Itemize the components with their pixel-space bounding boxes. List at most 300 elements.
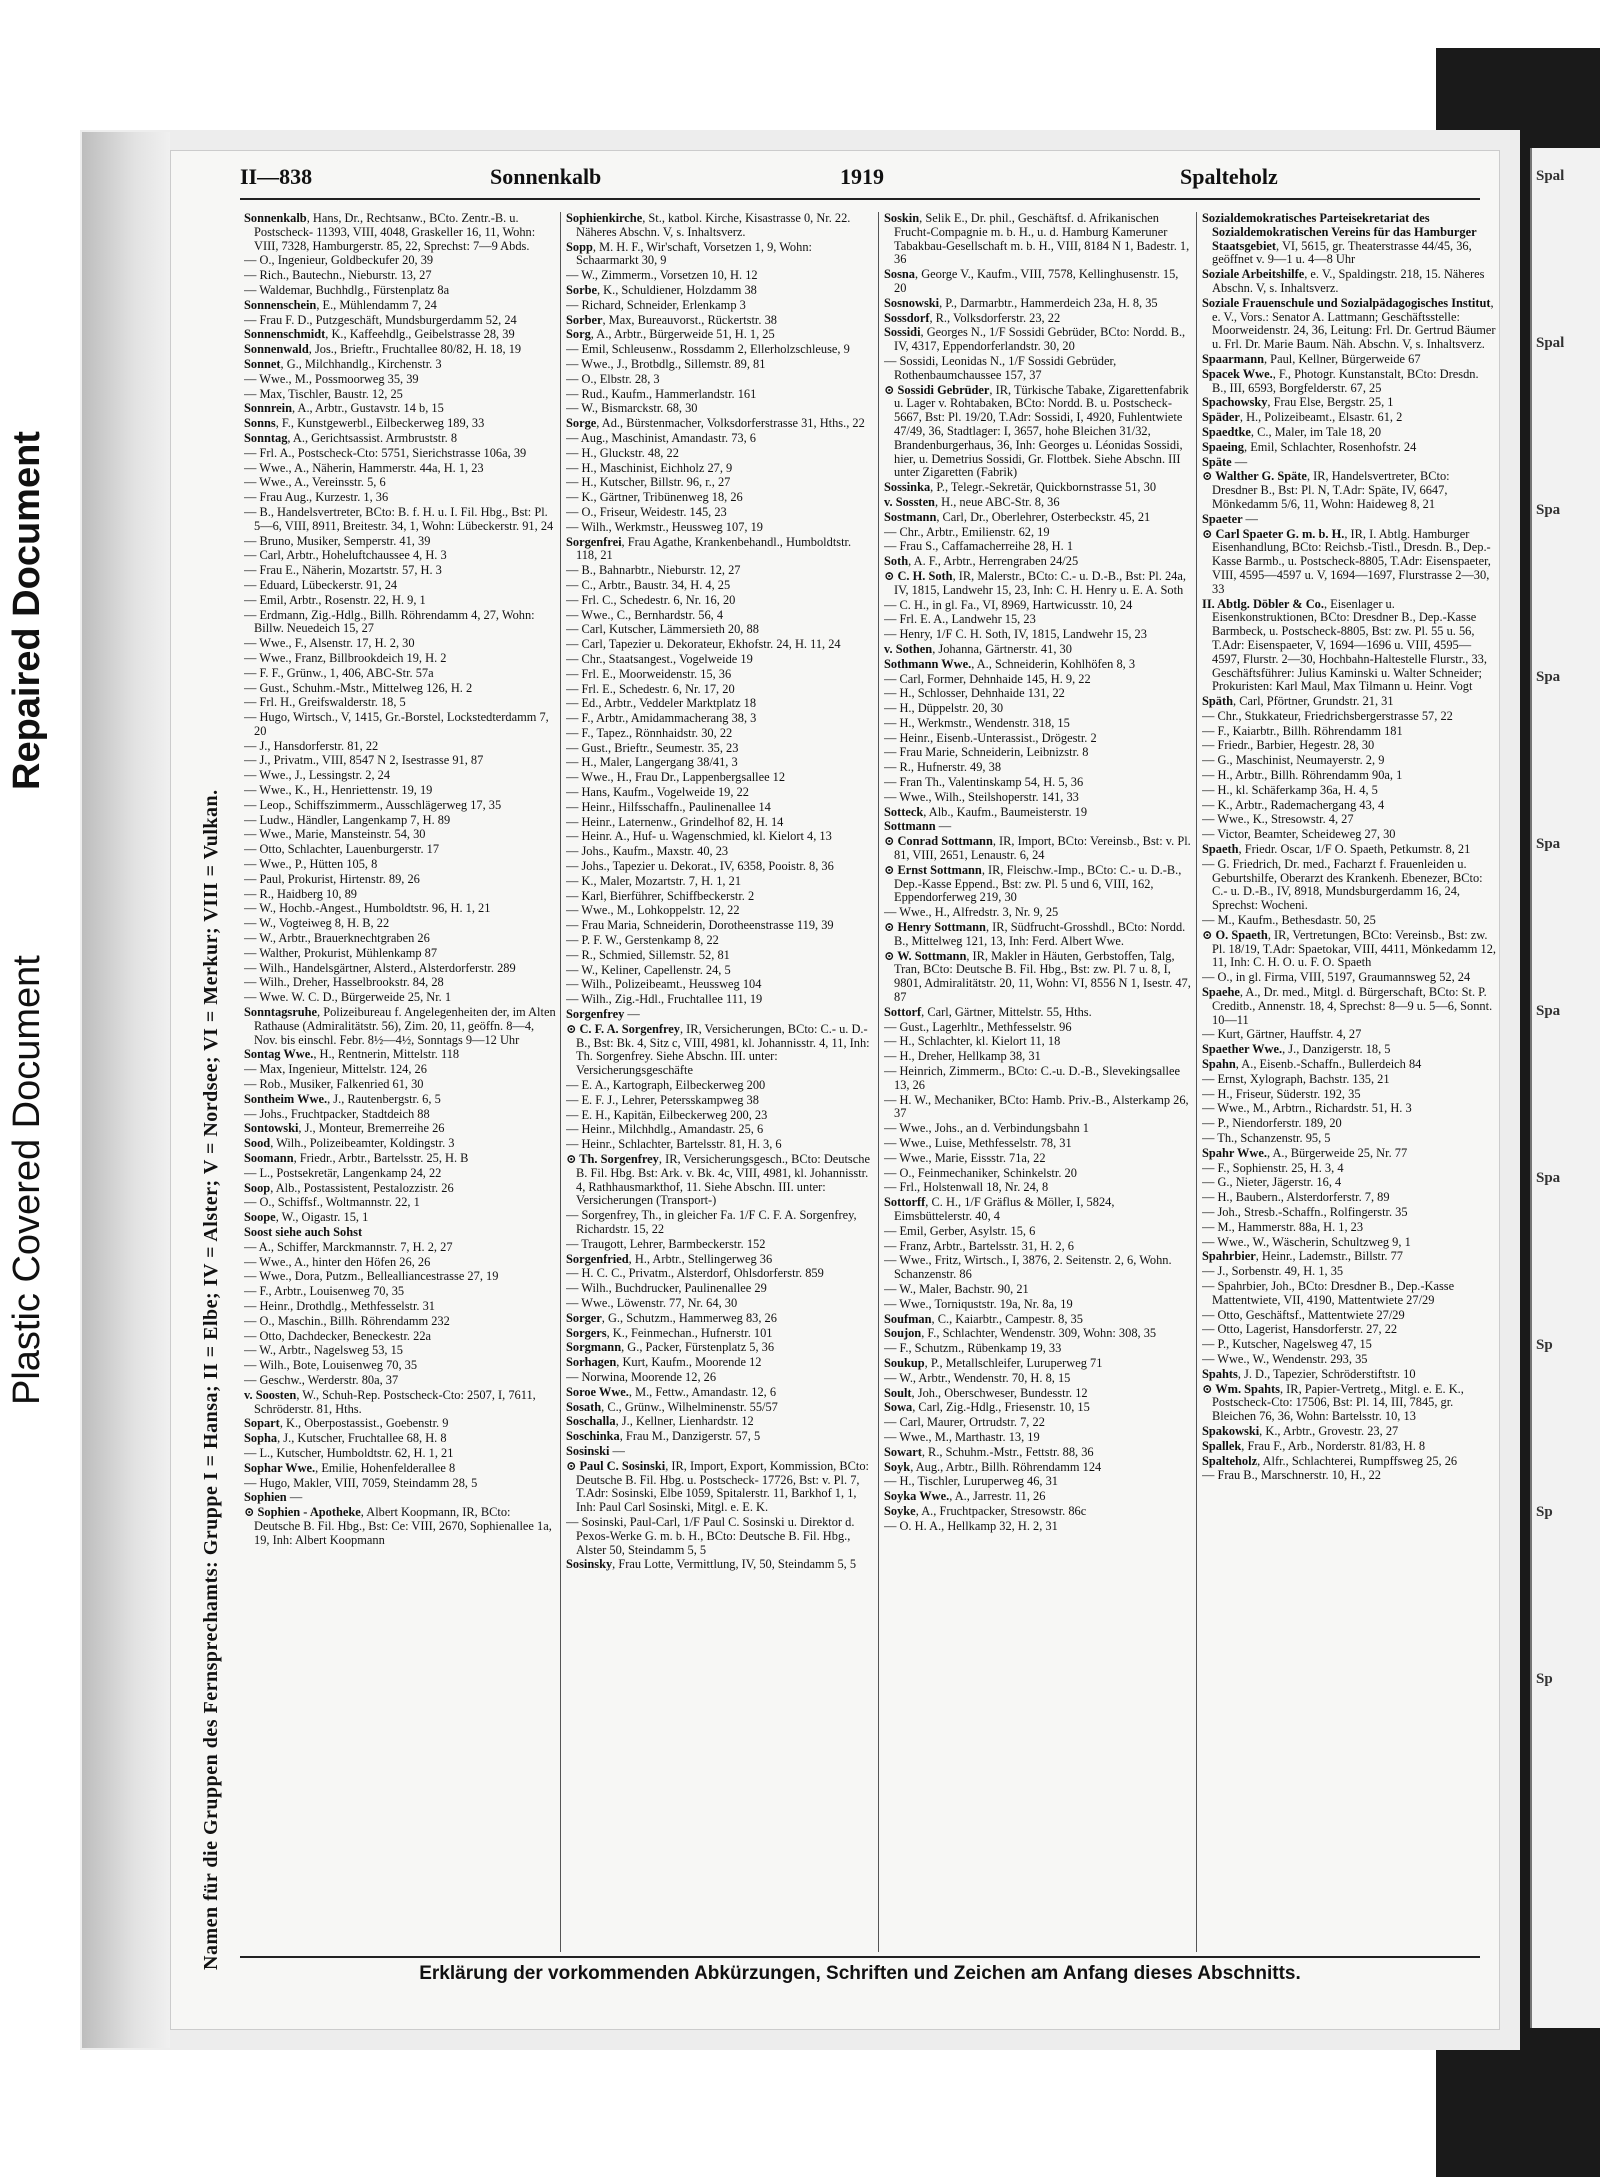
directory-entry: — H. C. C., Privatm., Alsterdorf, Ohlsdorferstr. 859: [566, 1266, 824, 1281]
directory-entry: — Wwe., A., hinter den Höfen 26, 26: [244, 1254, 431, 1269]
directory-entry: — Frau F. D., Putzgeschäft, Mundsburgerdamm 52, 24: [244, 312, 517, 327]
directory-entry: — F., Tapez., Rönnhaidstr. 30, 22: [566, 725, 733, 740]
directory-entry: — Ludw., Händler, Langenkamp 7, H. 89: [244, 812, 451, 827]
directory-entry: Soyka Wwe., A., Jarrestr. 11, 26: [884, 1489, 1046, 1504]
directory-entry: Spaarmann, Paul, Kellner, Bürgerweide 67: [1202, 351, 1421, 366]
directory-entry: Spallek, Frau F., Arb., Norderstr. 81/83, H. 8: [1202, 1438, 1426, 1453]
directory-entry: Spaether Wwe., J., Danzigerstr. 18, 5: [1202, 1042, 1391, 1057]
directory-entry: ⊙ Walther G. Späte, IR, Handelsvertreter, BCto: Dresdner B., Bst: Pl. N, T.Adr: Späte, IV, 6647, Mönkedamm 5/6, 11, Wohn: Haideweg 8, 21: [1202, 469, 1450, 511]
directory-entry: — Geschw., Werderstr. 80a, 37: [244, 1372, 399, 1387]
column-4: [1202, 212, 1496, 1952]
directory-entry: Sood, Wilh., Polizeibeamter, Koldingstr. 3: [244, 1136, 455, 1151]
directory-entry: — F. F., Grünw., 1, 406, ABC-Str. 57a: [244, 665, 434, 680]
directory-entry: — G. Friedrich, Dr. med., Facharzt f. Frauenleiden u. Geburtshilfe, Oberarzt des Krankenh. Ebenezer, BCto: C.- u. D.-B., IV, 8918, Mundsburgerdamm 16, 24, Sprechst: Wocheni.: [1202, 856, 1483, 913]
directory-entry: — H., Düppelstr. 20, 30: [884, 701, 1004, 716]
directory-entry: — O., Feinmechaniker, Schinkelstr. 20: [884, 1165, 1077, 1180]
directory-entry: Sosinski —: [566, 1443, 625, 1458]
directory-entry: — F., Arbtr., Louisenweg 70, 35: [244, 1284, 405, 1299]
directory-entry: — Rob., Musiker, Falkenried 61, 30: [244, 1077, 424, 1092]
directory-entry: — W., Arbtr., Wendenstr. 70, H. 8, 15: [884, 1370, 1071, 1385]
directory-entry: ⊙ Conrad Sottmann, IR, Import, BCto: Vereinsb., Bst: v. Pl. 81, VIII, 2651, Lenaustr. 6, 24: [884, 834, 1191, 863]
adjacent-page-fragment: Spa: [1536, 1170, 1561, 1186]
directory-entry: ⊙ Ernst Sottmann, IR, Fleischw.-Imp., BCto: C.- u. D.-B., Dep.-Kasse Eppend., Bst: zw. Pl. 5 und 6, VIII, 162, Eppendorferweg 219, 30: [884, 862, 1182, 905]
directory-entry: — Frau Maria, Schneiderin, Dorotheenstrasse 119, 39: [566, 918, 834, 933]
directory-entry: — Frl. H., Greifswalderstr. 18, 5: [244, 695, 406, 710]
directory-entry: Sorgers, K., Feinmechan., Hufnerstr. 101: [566, 1325, 773, 1340]
directory-entry: — Paul, Prokurist, Hirtenstr. 89, 26: [244, 871, 420, 886]
directory-entry: ⊙ Wm. Spahts, IR, Papier-Vertretg., Mitgl. e. E. K., Postscheck-Cto: 17506, Bst: Pl. 14, III, 7845, gr. Bleichen 76, 36, Wohn: Bartelsstr. 10, 13: [1202, 1381, 1464, 1424]
directory-entry: Sonnenwald, Jos., Brieftr., Fruchtallee 80/82, H. 18, 19: [244, 342, 522, 357]
directory-entry: — Gust., Brieftr., Seumestr. 35, 23: [566, 740, 739, 755]
directory-entry: — M., Kaufm., Bethesdastr. 50, 25: [1202, 913, 1376, 928]
directory-entry: — J., Hansdorferstr. 81, 22: [244, 738, 379, 753]
directory-entry: — H., Schlachter, kl. Kielort 11, 18: [884, 1034, 1061, 1049]
directory-entry: — Wwe., Fritz, Wirtsch., I, 3876, 2. Seitenstr. 2, 6, Wohn. Schanzenstr. 86: [884, 1253, 1172, 1282]
directory-entry: — Frl. A., Postscheck-Cto: 5751, Sierichstrasse 106a, 39: [244, 445, 527, 460]
directory-entry: Sorbe, K., Schuldiener, Holzdamm 38: [566, 282, 757, 297]
directory-entry: Sorg, A., Arbtr., Bürgerweide 51, H. 1, 25: [566, 327, 775, 342]
directory-entry: — Eduard, Lübeckerstr. 91, 24: [244, 577, 398, 592]
directory-entry: — H., kl. Schäferkamp 36a, H. 4, 5: [1202, 782, 1378, 797]
directory-entry: Sosinsky, Frau Lotte, Vermittlung, IV, 50, Steindamm 5, 5: [566, 1557, 857, 1572]
directory-entry: — Norwina, Moorende 12, 26: [566, 1369, 717, 1384]
directory-entry: Spahts, J. D., Tapezier, Schröderstiftstr. 10: [1202, 1366, 1416, 1381]
document-tags: [0, 0, 80, 2177]
directory-entry: — Wwe., Marie, Mansteinstr. 54, 30: [244, 827, 426, 842]
directory-entry: — Fran Th., Valentinskamp 54, H. 5, 36: [884, 775, 1084, 790]
directory-entry: Sostmann, Carl, Dr., Oberlehrer, Osterbeckstr. 45, 21: [884, 509, 1151, 524]
directory-entry: — Wwe., Dora, Putzm., Bellealliancestrasse 27, 19: [244, 1269, 499, 1284]
header-rule: [240, 198, 1480, 200]
directory-entry: — Wwe., C., Bernhardstr. 56, 4: [566, 607, 724, 622]
directory-entry: — W., Bismarckstr. 68, 30: [566, 401, 698, 416]
directory-entry: — Chr., Stukkateur, Friedrichsbergerstrasse 57, 22: [1202, 708, 1453, 723]
directory-entry: — H., Maschinist, Eichholz 27, 9: [566, 460, 733, 475]
directory-entry: — Wwe., J., Brotbdlg., Sillemstr. 89, 81: [566, 356, 766, 371]
first-entry-name: Sonnenkalb: [490, 164, 602, 189]
column-rule: [878, 212, 879, 1952]
directory-entry: — Leop., Schiffszimmerm., Ausschlägerweg 17, 35: [244, 797, 502, 812]
directory-entry: Sossinka, P., Telegr.-Sekretär, Quickbornstrasse 51, 30: [884, 480, 1157, 495]
directory-entry: — R., Haidberg 10, 89: [244, 886, 357, 901]
directory-entry: — C., Arbtr., Baustr. 34, H. 4, 25: [566, 577, 731, 592]
directory-entry: Soost siehe auch Sohst: [244, 1224, 363, 1239]
directory-entry: ⊙ Carl Spaeter G. m. b. H., IR, I. Abtlg. Hamburger Eisenhandlung, BCto: Reichsb.-Tistl., Dresdn. B., Dep.-Kasse Barmb., u. Postscheck-8805, T.Adr: Eisenspaeter, VIII, 4595—4597 u. V, 1694—1697, Flurstrasse 2—30, 33: [1202, 526, 1491, 596]
directory-entry: — Johs., Fruchtpacker, Stadtdeich 88: [244, 1106, 430, 1121]
directory-entry: Sophienkirche, St., katbol. Kirche, Kisastrasse 0, Nr. 22. Näheres Abschn. V, s. Inhaltsverz.: [566, 212, 851, 239]
directory-entry: — Heinr., Drothdlg., Methfesselstr. 31: [244, 1298, 436, 1313]
directory-entry: — K., Gärtner, Tribünenweg 18, 26: [566, 490, 743, 505]
directory-entry: — Wwe., P., Hütten 105, 8: [244, 857, 378, 872]
directory-entry: — Frau B., Marschnerstr. 10, H., 22: [1202, 1468, 1381, 1483]
column-2: [566, 212, 874, 1952]
directory-entry: Spacek Wwe., F., Photogr. Kunstanstalt, BCto: Dresdn. B., III, 6593, Borgfelderstr. 67, 25: [1202, 366, 1479, 395]
directory-entry: — Wilh., Dreher, Hasselbrookstr. 84, 28: [244, 975, 444, 990]
directory-entry: — Wwe., H., Alfredstr. 3, Nr. 9, 25: [884, 905, 1059, 920]
directory-entry: — Frau Aug., Kurzestr. 1, 36: [244, 490, 389, 505]
directory-entry: Spaeing, Emil, Schlachter, Rosenhofstr. 24: [1202, 439, 1417, 454]
directory-entry: — Emil, Gerber, Asylstr. 15, 6: [884, 1223, 1036, 1238]
directory-entry: — F., Arbtr., Amidammacherang 38, 3: [566, 711, 757, 726]
directory-entry: — O. H. A., Hellkamp 32, H. 2, 31: [884, 1518, 1058, 1533]
directory-entry: — Otto, Dachdecker, Beneckestr. 22a: [244, 1328, 432, 1343]
directory-entry: — F., Sophienstr. 25, H. 3, 4: [1202, 1160, 1344, 1175]
directory-entry: — H., Werkmstr., Wendenstr. 318, 15: [884, 715, 1070, 730]
exchange-group-names: Namen für die Gruppen des Fernsprechamts: Gruppe I = Hansa; II = Elbe; IV = Alster; V = Nordsee; VI = Merkur; VIII = Vulkan.: [200, 789, 222, 1970]
directory-entry: Späder, H., Polizeibeamt., Elsastr. 61, 2: [1202, 410, 1403, 425]
directory-entry: Sottmann —: [884, 819, 952, 834]
directory-entry: Soop, Alb., Postassistent, Pestalozzistr. 26: [244, 1180, 454, 1195]
directory-entry: ⊙ Th. Sorgenfrey, IR, Versicherungsgesch., BCto: Deutsche B. Fil. Hbg. Bst: Ark. v. Bk. 4c, VIII, 4981, kl. Johannisstr. 4, Rathhausmarkthof, 11. Siehe Abschn. III. unter: Versicherungen (Transport-): [566, 1152, 870, 1208]
directory-entry: Soyke, A., Fruchtpacker, Stresowstr. 86c: [884, 1503, 1087, 1518]
directory-entry: Späte —: [1202, 454, 1248, 469]
directory-entry: — H., Baubern., Alsterdorferstr. 7, 89: [1202, 1190, 1390, 1205]
directory-entry: ⊙ Paul C. Sosinski, IR, Import, Export, Kommission, BCto: Deutsche B. Fil. Hbg. u. Postscheck- 17726, Bst: v. Pl. 7, T.Adr: Sosinski, Elbe 1059, Spitalerstr. 11, Barkhof 1, 1, Inh: Paul Carl Sosinski, Mitgl. e. E. K.: [566, 1458, 869, 1515]
directory-entry: Sosath, C., Grünw., Wilhelminenstr. 55/57: [566, 1399, 778, 1414]
adjacent-page-fragment: Spa: [1536, 1003, 1561, 1019]
directory-entry: — Wilh., Bote, Louisenweg 70, 35: [244, 1358, 418, 1373]
directory-entry: — Wwe., A., Vereinsstr. 5, 6: [244, 475, 386, 490]
directory-entry: Soope, W., Oigastr. 15, 1: [244, 1210, 369, 1225]
directory-entry: — H., Maler, Langergang 38/41, 3: [566, 755, 738, 770]
directory-entry: Soschinka, Frau M., Danzigerstr. 57, 5: [566, 1429, 761, 1444]
directory-entry: Sophien —: [244, 1490, 303, 1505]
directory-entry: — Wwe., Johs., an d. Verbindungsbahn 1: [884, 1121, 1090, 1136]
directory-entry: — K., Arbtr., Rademachergang 43, 4: [1202, 797, 1385, 812]
directory-entry: — Wwe., K., Stresowstr. 4, 27: [1202, 812, 1354, 827]
directory-entry: Sossidi, Georges N., 1/F Sossidi Gebrüder, BCto: Nordd. B., IV, 4317, Eppendorferlandstr. 30, 20: [884, 325, 1186, 354]
directory-entry: Sorge, Ad., Bürstenmacher, Volksdorferstrasse 31, Hths., 22: [566, 416, 865, 431]
directory-entry: Sophar Wwe., Emilie, Hohenfelderallee 8: [244, 1460, 456, 1475]
directory-entry: Sopha, J., Kutscher, Fruchtallee 68, H. 8: [244, 1431, 447, 1446]
directory-entry: Sorger, G., Schutzm., Hammerweg 83, 26: [566, 1310, 777, 1325]
directory-entry: — O., Maschin., Billh. Röhrendamm 232: [244, 1313, 450, 1328]
directory-entry: — O., Schiffsf., Woltmannstr. 22, 1: [244, 1195, 420, 1210]
directory-entry: — Wwe., Löwenstr. 77, Nr. 64, 30: [566, 1295, 738, 1310]
directory-entry: — Wilh., Polizeibeamt., Heussweg 104: [566, 977, 762, 992]
directory-entry: — Erdmann, Zig.-Hdlg., Billh. Röhrendamm 4, 27, Wohn: Billw. Neuedeich 15, 27: [244, 607, 535, 636]
running-head: [240, 164, 1480, 196]
directory-entry: — Kurt, Gärtner, Hauffstr. 4, 27: [1202, 1027, 1362, 1042]
directory-entry: Sopart, K., Oberpostassist., Goebenstr. 9: [244, 1416, 449, 1431]
directory-entry: — E. H., Kapitän, Eilbeckerweg 200, 23: [566, 1107, 768, 1122]
directory-entry: Soziale Frauenschule und Sozialpädagogisches Institut, e. V., Vors.: Senator A. Lattmann; Geschäftsstelle: Moorweidenstr. 24, 36, Leitung: Frl. Dr. Gertrud Bäumer u. Frl. Dr. Marie Baum. Näh. Abschn. V, s. Inhaltsverz.: [1202, 295, 1496, 352]
directory-entry: — K., Maler, Mozartstr. 7, H. 1, 21: [566, 873, 742, 888]
directory-entry: — Hans, Kaufm., Vogelweide 19, 22: [566, 785, 749, 800]
directory-entry: — Frl. C., Schedestr. 6, Nr. 16, 20: [566, 592, 736, 607]
directory-entry: Spaedtke, C., Maler, im Tale 18, 20: [1202, 424, 1382, 439]
directory-entry: Spahr Wwe., A., Bürgerweide 25, Nr. 77: [1202, 1145, 1408, 1160]
directory-entry: — O., Friseur, Weidestr. 145, 23: [566, 504, 727, 519]
directory-entry: Soult, Joh., Oberschweser, Bundesstr. 12: [884, 1385, 1088, 1400]
directory-entry: — Victor, Beamter, Scheideweg 27, 30: [1202, 827, 1396, 842]
directory-entry: — Wilh., Werkmstr., Heussweg 107, 19: [566, 519, 763, 534]
directory-entry: — Wwe., M., Arbtrn., Richardstr. 51, H. 3: [1202, 1101, 1412, 1116]
directory-entry: Spaehe, A., Dr. med., Mitgl. d. Bürgerschaft, BCto: St. P. Creditb., Annenstr. 18, 4, Sprechst: 8—9 u. 5—6, Sonnt. 10—11: [1202, 985, 1493, 1027]
directory-entry: — Spahrbier, Joh., BCto: Dresdner B., Dep.-Kasse Mattentwiete, VII, 4190, Mattentwiete 27/29: [1202, 1278, 1455, 1307]
directory-entry: Soschalla, J., Kellner, Lienhardstr. 12: [566, 1414, 754, 1429]
directory-entry: — Wwe., Marie, Eissstr. 71a, 22: [884, 1150, 1046, 1165]
directory-entry: Spachowsky, Frau Else, Bergstr. 25, 1: [1202, 395, 1394, 410]
directory-entry: Sothmann Wwe., A., Schneiderin, Kohlhöfen 8, 3: [884, 656, 1136, 671]
column-rule: [1196, 212, 1197, 1952]
directory-entry: — Wwe., Wilh., Steilshoperstr. 141, 33: [884, 789, 1079, 804]
directory-entry: — E. F. J., Lehrer, Petersskampweg 38: [566, 1092, 759, 1107]
adjacent-page-fragment: Spal: [1536, 168, 1565, 184]
directory-entry: Sorgmann, G., Packer, Fürstenplatz 5, 36: [566, 1340, 775, 1355]
directory-entry: v. Soosten, W., Schuh-Rep. Postscheck-Cto: 2507, I, 7611, Schröderstr. 81, Hths.: [244, 1387, 536, 1416]
directory-entry: — Johs., Kaufm., Maxstr. 40, 23: [566, 844, 729, 859]
directory-entry: Sonnet, G., Milchhandlg., Kirchenstr. 3: [244, 356, 442, 371]
directory-entry: — H. W., Mechaniker, BCto: Hamb. Priv.-B., Alsterkamp 26, 37: [884, 1092, 1189, 1121]
directory-entry: — P., Kutscher, Nagelsweg 47, 15: [1202, 1337, 1372, 1352]
directory-entry: Sonns, F., Kunstgewerbl., Eilbeckerweg 189, 33: [244, 416, 485, 431]
directory-entry: — Wwe., W., Wendenstr. 293, 35: [1202, 1351, 1368, 1366]
directory-entry: — Carl, Kutscher, Lämmersieth 20, 88: [566, 622, 759, 637]
directory-entry: — C. H., in gl. Fa., VI, 8969, Hartwicusstr. 10, 24: [884, 597, 1133, 612]
directory-entry: — Carl, Arbtr., Hoheluftchaussee 4, H. 3: [244, 548, 447, 563]
directory-entry: Sowa, Carl, Zig.-Hdlg., Friesenstr. 10, 15: [884, 1400, 1090, 1415]
directory-entry: — Heinr., Schlachter, Bartelsstr. 81, H. 3, 6: [566, 1137, 782, 1152]
directory-entry: — G., Nieter, Jägerstr. 16, 4: [1202, 1175, 1342, 1190]
directory-entry: — Sosinski, Paul-Carl, 1/F Paul C. Sosinski u. Direktor d. Pexos-Werke G. m. b. H., BCto: Deutsche B. Fil. Hbg., Alster 50, Steindamm 5, 5: [566, 1514, 855, 1557]
directory-entry: — Heinrich, Zimmerm., BCto: C.-u. D.-B., Slevekingsallee 13, 26: [884, 1064, 1180, 1092]
directory-entry: — Wwe., Luise, Methfesselstr. 78, 31: [884, 1136, 1072, 1150]
directory-entry: Spahn, A., Eisenb.-Schaffn., Bullerdeich 84: [1202, 1057, 1422, 1072]
directory-entry: v. Sossten, H., neue ABC-Str. 8, 36: [884, 494, 1060, 509]
directory-entry: — O., in gl. Firma, VIII, 5197, Graumannsweg 52, 24: [1202, 970, 1471, 985]
column-3: [884, 212, 1192, 1952]
directory-entry: — Frl., Holstenwall 18, Nr. 24, 8: [884, 1180, 1049, 1195]
directory-entry: — Karl, Bierführer, Schiffbeckerstr. 2: [566, 888, 755, 903]
book-spine: [82, 132, 170, 2048]
directory-entry: Sontowski, J., Monteur, Bremerreihe 26: [244, 1121, 445, 1136]
directory-entry: Soomann, Friedr., Arbtr., Bartelsstr. 25, H. B: [244, 1151, 469, 1165]
directory-entry: ⊙ W. Sottmann, IR, Makler in Häuten, Gerbstoffen, Talg, Tran, BCto: Deutsche B. Fil. Hbg., Bst: zw. Pl. 7 u. 8, I, 9801, Admiralitätstr. 20, 11, Wohn: VI, 8556 N 1, Isestr. 47, 87: [884, 948, 1191, 1005]
directory-entry: — Frau E., Näherin, Mozartstr. 57, H. 3: [244, 563, 442, 578]
directory-entry: — B., Handelsvertreter, BCto: B. f. H. u. I. Fil. Hbg., Bst: Pl. 5—6, VIII, 8911, Breitestr. 34, 1, Wohn: Lübeckerstr. 91, 24: [244, 504, 554, 533]
directory-entry: — W., Keliner, Capellenstr. 24, 5: [566, 962, 731, 977]
directory-entry: — Heinr., Hilfsschaffn., Paulinenallee 14: [566, 799, 771, 814]
directory-entry: — Wilh., Zig.-Hdl., Fruchtallee 111, 19: [566, 992, 763, 1007]
directory-entry: — Johs., Tapezier u. Dekorat., IV, 6358, Pooistr. 8, 36: [566, 859, 834, 874]
directory-entry: — Henry, 1/F C. H. Soth, IV, 1815, Landwehr 15, 23: [884, 627, 1147, 642]
directory-entry: — M., Hammerstr. 88a, H. 1, 23: [1202, 1219, 1364, 1234]
directory-entry: — Max, Ingenieur, Mittelstr. 124, 26: [244, 1062, 427, 1077]
directory-entry: — L., Postsekretär, Langenkamp 24, 22: [244, 1165, 442, 1180]
directory-entry: Sowart, R., Schuhm.-Mstr., Fettstr. 88, 36: [884, 1444, 1094, 1459]
directory-entry: — Frl. E., Moorweidenstr. 15, 36: [566, 666, 732, 681]
directory-entry: — Wwe., M., Lohkoppelstr. 12, 22: [566, 903, 740, 918]
scan-top-margin: [0, 0, 1600, 48]
directory-entry: — Wwe., Franz, Billbrookdeich 19, H. 2: [244, 650, 447, 665]
directory-entry: — Wwe., H., Frau Dr., Lappenbergsallee 12: [566, 770, 786, 785]
directory-entry: — F., Schutzm., Rübenkamp 19, 33: [884, 1341, 1062, 1356]
directory-entry: — Frau S., Caffamacherreihe 28, H. 1: [884, 539, 1074, 554]
directory-entry: — Max, Tischler, Baustr. 12, 25: [244, 386, 403, 401]
directory-entry: — Wwe., J., Lessingstr. 2, 24: [244, 768, 391, 783]
directory-entry: Soskin, Selik E., Dr. phil., Geschäftsf. d. Afrikanischen Frucht-Compagnie m. b. H., u. d. Hamburg Kameruner Tabakbau-Gesellschaft m. b. H., VIII, 8184 N 1, Badestr. 1, 36: [884, 212, 1190, 267]
adjacent-page-fragment: Spa: [1536, 502, 1561, 518]
directory-entry: — Heinr., Eisenb.-Unterassist., Drögestr. 2: [884, 730, 1097, 745]
directory-entry: ⊙ C. F. A. Sorgenfrey, IR, Versicherungen, BCto: C.- u. D.-B., Bst: Bk. 4, Sitz c, VIII, 4981, kl. Johannisstr. 4, 11, Inh: Th. Sorgenfrey. Siehe Abschn. III. unter: Versicherungsgeschäfte: [566, 1021, 870, 1078]
directory-entry: ⊙ Henry Sottmann, IR, Südfrucht-Grosshdl., BCto: Nordd. B., Mittelweg 121, 13, Inh: Ferd. Albert Wwe.: [884, 920, 1186, 948]
adjacent-page-fragment: Spa: [1536, 836, 1561, 852]
directory-entry: — H., Schlosser, Dehnhaide 131, 22: [884, 686, 1065, 701]
directory-entry: — Emil, Schleusenw., Rossdamm 2, Ellerholzschleuse, 9: [566, 342, 850, 357]
directory-entry: — Rich., Bautechn., Nieburstr. 13, 27: [244, 268, 432, 283]
directory-entry: Sosnowski, P., Darmarbtr., Hammerdeich 23a, H. 8, 35: [884, 295, 1158, 310]
directory-entry: — H., Arbtr., Billh. Röhrendamm 90a, 1: [1202, 768, 1403, 783]
directory-entry: Soujon, F., Schlachter, Wendenstr. 309, Wohn: 308, 35: [884, 1326, 1157, 1341]
telephone-exchange-strip: [200, 230, 250, 1970]
directory-entry: — Wwe., K., H., Henriettenstr. 19, 19: [244, 783, 433, 798]
directory-entry: Sonnenschein, E., Mühlendamm 7, 24: [244, 297, 437, 312]
directory-entry: — O., Elbstr. 28, 3: [566, 371, 660, 386]
directory-entry: — Richard, Schneider, Erlenkamp 3: [566, 297, 746, 312]
directory-entry: — B., Bahnarbtr., Nieburstr. 12, 27: [566, 563, 741, 578]
repaired-label: Repaired Document: [6, 431, 48, 790]
directory-entry: — R., Schmied, Sillemstr. 52, 81: [566, 947, 730, 962]
directory-entry: II. Abtlg. Döbler & Co., Eisenlager u. Eisenkonstruktionen, BCto: Dresdner B., Dep.-Kasse Barmbeck, u. Postscheck-8805, Bst: zw. Pl. 55 u. 56, T.Adr: Eisenspaeter, V, 1694—1696 u. VIII, 4595—4597, Flurstr. 2—30, Hochbahn-Haltestelle Flurstr., 33, Geschäftsführer: Julius Kaminski u. Walter Schneider; Prokuristen: Karl Maul, Max Tilmann u. Heinr. Vogt: [1202, 596, 1487, 694]
directory-entry: — Ernst, Xylograph, Bachstr. 135, 21: [1202, 1071, 1390, 1086]
directory-entry: Sontheim Wwe., J., Rautenbergstr. 6, 5: [244, 1091, 441, 1106]
directory-entry: Sorber, Max, Bureauvorst., Rückertstr. 38: [566, 312, 777, 327]
directory-entry: — Chr., Staatsangest., Vogelweide 19: [566, 651, 753, 666]
directory-entry: ⊙ Sossidi Gebrüder, IR, Türkische Tabake, Zigarettenfabrik u. Lager v. Rohtabaken, BCto: Nordd. B. u. Postscheck- 5667, Bst: Pl. 19/20, T.Adr: Sossidi, I, 4920, Fuhlentwiete 47/49, 36, Stadtlager: I, 3657, hohe Bleichen 31/32, Brandenburgerhaus, 36, Inh: Georges u. Léonidas Sossidi, hier, u. Demetrius Sossidi, Gr. Flottbek. Siehe Abschn. III unter Zigaretten (Fabrik): [884, 382, 1189, 480]
directory-entry: Soyk, Aug., Arbtr., Billh. Röhrendamm 124: [884, 1459, 1102, 1474]
adjacent-page-fragment: Spa: [1536, 669, 1561, 685]
directory-entry: Sosna, George V., Kaufm., VIII, 7578, Kellinghusenstr. 15, 20: [884, 267, 1179, 295]
directory-entry: — Walther, Prokurist, Mühlenkamp 87: [244, 945, 438, 960]
adjacent-page-fragment: Spal: [1536, 335, 1565, 351]
directory-entry: Sonnrein, A., Arbtr., Gustavstr. 14 b, 15: [244, 401, 444, 416]
directory-entry: — G., Maschinist, Neumayerstr. 2, 9: [1202, 753, 1385, 768]
directory-entry: — Emil, Arbtr., Rosenstr. 22, H. 9, 1: [244, 592, 426, 607]
directory-entry: — Wilh., Handelsgärtner, Alsterd., Alsterdorferstr. 289: [244, 960, 516, 975]
directory-entry: — Wwe., M., Marthastr. 13, 19: [884, 1429, 1040, 1444]
directory-entry: Spakowski, K., Arbtr., Grovestr. 23, 27: [1202, 1423, 1399, 1438]
directory-entry: — H., Kutscher, Billstr. 96, r., 27: [566, 475, 731, 490]
adjacent-page-fragment: Sp: [1536, 1337, 1553, 1353]
directory-entry: — Chr., Arbtr., Emilienstr. 62, 19: [884, 524, 1050, 539]
directory-entry: — Frl. E., Schedestr. 6, Nr. 17, 20: [566, 681, 735, 696]
directory-entry: Sozialdemokratisches Parteisekretariat des Sozialdemokratischen Vereins für das Hamburger Staatsgebiet, VI, 5615, gr. Theaterstrasse 44/45, 36, geöffnet v. 9—1 u. 4—8 Uhr: [1202, 212, 1477, 267]
directory-entry: — Sossidi, Leonidas N., 1/F Sossidi Gebrüder, Rothenbaumchaussee 157, 37: [884, 353, 1117, 382]
directory-entry: — Waldemar, Buchhdlg., Fürstenplatz 8a: [244, 282, 450, 297]
directory-entry: — Wwe., F., Alsenstr. 17, H. 2, 30: [244, 636, 415, 651]
directory-entry: — Sorgenfrey, Th., in gleicher Fa. 1/F C. F. A. Sorgenfrey, Richardstr. 15, 22: [566, 1208, 857, 1236]
directory-entry: — Aug., Maschinist, Amandastr. 73, 6: [566, 430, 756, 445]
directory-entry: — Traugott, Lehrer, Barmbeckerstr. 152: [566, 1236, 766, 1251]
directory-entry: Sotteck, Alb., Kaufm., Baumeisterstr. 19: [884, 804, 1088, 819]
footer-rule: [240, 1956, 1480, 1958]
directory-entry: Sorgenfrey —: [566, 1007, 640, 1022]
directory-entry: — W., Maler, Bachstr. 90, 21: [884, 1281, 1029, 1296]
directory-entry: — Otto, Schlachter, Lauenburgerstr. 17: [244, 842, 440, 857]
plastic-cover-label: Plastic Covered Document: [6, 955, 48, 1405]
last-entry-name: Spalteholz: [1180, 164, 1278, 189]
directory-entry: Sopp, M. H. F., Wir'schaft, Vorsetzen 1, 9, Wohn: Schaarmarkt 30, 9: [566, 239, 812, 268]
directory-entry: Sontag Wwe., H., Rentnerin, Mittelstr. 118: [244, 1047, 460, 1062]
directory-entry: — H., Dreher, Hellkamp 38, 31: [884, 1049, 1041, 1064]
column-rule: [560, 212, 561, 1952]
directory-entry: — Wilh., Buchdrucker, Paulinenallee 29: [566, 1281, 767, 1296]
directory-entry: Spahrbier, Heinr., Lademstr., Billstr. 77: [1202, 1249, 1404, 1264]
directory-entry: — J., Privatm., VIII, 8547 N 2, Isestrasse 91, 87: [244, 753, 484, 768]
directory-entry: — H., Tischler, Luruperweg 46, 31: [884, 1474, 1058, 1489]
directory-entry: — W., Hochb.-Angest., Humboldtstr. 96, H. 1, 21: [244, 901, 491, 916]
directory-entry: — O., Ingenieur, Goldbeckufer 20, 39: [244, 253, 434, 268]
directory-entry: Sonnenkalb, Hans, Dr., Rechtsanw., BCto. Zentr.-B. u. Postscheck- 11393, VIII, 4048, Graskeller 16, 11, Wohn: VIII, 7328, Hamburgerstr. 85, 22, Sprechst: 7—9 Abds.: [244, 212, 536, 253]
directory-entry: — P., Niendorferstr. 189, 20: [1202, 1116, 1342, 1131]
directory-entry: — Wwe., Torniquststr. 19a, Nr. 8a, 19: [884, 1296, 1073, 1311]
directory-entry: Spaeter —: [1202, 511, 1258, 526]
directory-entry: — W., Zimmerm., Vorsetzen 10, H. 12: [566, 268, 758, 283]
directory-entry: — Gust., Lagerhltr., Methfesselstr. 96: [884, 1019, 1072, 1034]
adjacent-page: [1530, 148, 1600, 2028]
directory-entry: — Frau Marie, Schneiderin, Leibnizstr. 8: [884, 745, 1089, 760]
directory-entry: ⊙ O. Spaeth, IR, Vertretungen, BCto: Vereinsb., Bst: zw. Pl. 18/19, T.Adr: Spaetokar, VIII, 4411, Mönkedamm 12, 11, Inh: C. H. O. u. F. O. Spaeth: [1202, 927, 1496, 970]
directory-entry: — W., Arbtr., Brauerknechtgraben 26: [244, 931, 430, 946]
directory-entry: — H., Gluckstr. 48, 22: [566, 445, 679, 460]
directory-entry: — L., Kutscher, Humboldtstr. 62, H. 1, 21: [244, 1445, 454, 1460]
directory-entry: — Th., Schanzenstr. 95, 5: [1202, 1131, 1331, 1145]
directory-entry: Soukup, P., Metallschleifer, Luruperweg 71: [884, 1355, 1103, 1370]
directory-entry: — P. F. W., Gerstenkamp 8, 22: [566, 933, 719, 948]
directory-entry: — E. A., Kartograph, Eilbeckerweg 200: [566, 1078, 766, 1093]
directory-entry: Soth, A. F., Arbtr., Herrengraben 24/25: [884, 554, 1079, 569]
page-number: II—838: [240, 164, 313, 189]
directory-entry: Sonntag, A., Gerichtsassist. Armbruststr. 8: [244, 430, 458, 445]
directory-entry: — Heinr., Laternenw., Grindelhof 82, H. 14: [566, 814, 784, 829]
directory-entry: v. Sothen, Johanna, Gärtnerstr. 41, 30: [884, 641, 1072, 656]
directory-entry: — Wwe. W. C. D., Bürgerweide 25, Nr. 1: [244, 990, 452, 1005]
directory-entry: — Ed., Arbtr., Veddeler Marktplatz 18: [566, 696, 757, 711]
directory-entry: Spalteholz, Alfr., Schlachterei, Rumpffsweg 25, 26: [1202, 1453, 1458, 1468]
directory-entry: Sossdorf, R., Volksdorferstr. 23, 22: [884, 310, 1061, 325]
column-1: [244, 212, 556, 1952]
directory-entry: — Franz, Arbtr., Bartelsstr. 31, H. 2, 6: [884, 1238, 1074, 1253]
directory-entry: Soroe Wwe., M., Fettw., Amandastr. 12, 6: [566, 1384, 777, 1399]
directory-entry: — Wwe., A., Näherin, Hammerstr. 44a, H. 1, 23: [244, 460, 484, 475]
directory-entry: — H., Friseur, Süderstr. 192, 35: [1202, 1086, 1361, 1101]
directory-entry: — Friedr., Barbier, Hegestr. 28, 30: [1202, 738, 1375, 753]
directory-entry: ⊙ Sophien - Apotheke, Albert Koopmann, IR, BCto: Deutsche B. Fil. Hbg., Bst: Ce: VIII, 2670, Sophienallee 1a, 19, Inh: Albert Koopmann: [244, 1505, 552, 1547]
directory-entry: ⊙ C. H. Soth, IR, Malerstr., BCto: C.- u. D.-B., Bst: Pl. 24a, IV, 1815, Landwehr 15, 23, Inh: C. H. Henry u. E. A. Soth: [884, 568, 1186, 597]
directory-entry: — Joh., Stresb.-Schaffn., Rolfingerstr. 35: [1202, 1204, 1408, 1219]
year: 1919: [840, 164, 884, 189]
directory-entry: Späth, Carl, Pförtner, Grundstr. 21, 31: [1202, 694, 1394, 709]
adjacent-page-fragment: Sp: [1536, 1671, 1553, 1687]
directory-entry: — Wwe., M., Possmoorweg 35, 39: [244, 371, 419, 386]
directory-entry: — Carl, Maurer, Ortrudstr. 7, 22: [884, 1415, 1045, 1430]
directory-entry: — Otto, Geschäftsf., Mattentwiete 27/29: [1202, 1307, 1405, 1322]
directory-entry: — Otto, Lagerist, Hansdorferstr. 27, 22: [1202, 1322, 1398, 1337]
footer-note: Erklärung der vorkommenden Abkürzungen, Schriften und Zeichen am Anfang dieses Abschnitts.: [419, 1963, 1301, 1984]
directory-entry: Sottorf, Carl, Gärtner, Mittelstr. 55, Hths.: [884, 1004, 1092, 1019]
directory-entry: — Hugo, Makler, VIII, 7059, Steindamm 28, 5: [244, 1475, 478, 1490]
directory-entry: Sottorff, C. H., 1/F Gräflus & Möller, I, 5824, Eimsbüttelerstr. 40, 4: [884, 1195, 1115, 1223]
directory-entry: — R., Hufnerstr. 49, 38: [884, 760, 1002, 775]
adjacent-page-fragment: Sp: [1536, 1504, 1553, 1520]
directory-entry: — Wwe., W., Wäscherin, Schultzweg 9, 1: [1202, 1234, 1411, 1249]
directory-entry: — Hugo, Wirtsch., V, 1415, Gr.-Borstel, Lockstedterdamm 7, 20: [244, 710, 549, 738]
directory-entry: — W., Arbtr., Nagelsweg 53, 15: [244, 1343, 404, 1358]
directory-entry: Soufman, C., Kaiarbtr., Campestr. 8, 35: [884, 1311, 1083, 1326]
directory-entry: Sonntagsruhe, Polizeibureau f. Angelegenheiten der, im Alten Rathause (Admiralitätstr. 56), Zim. 20, 11, geöffn. 8—4, Nov. bis einschl. Febr. 8½—4½, Sonntags 9—12 Uhr: [244, 1005, 556, 1047]
directory-entry: — W., Vogteiweg 8, H. B, 22: [244, 916, 390, 931]
